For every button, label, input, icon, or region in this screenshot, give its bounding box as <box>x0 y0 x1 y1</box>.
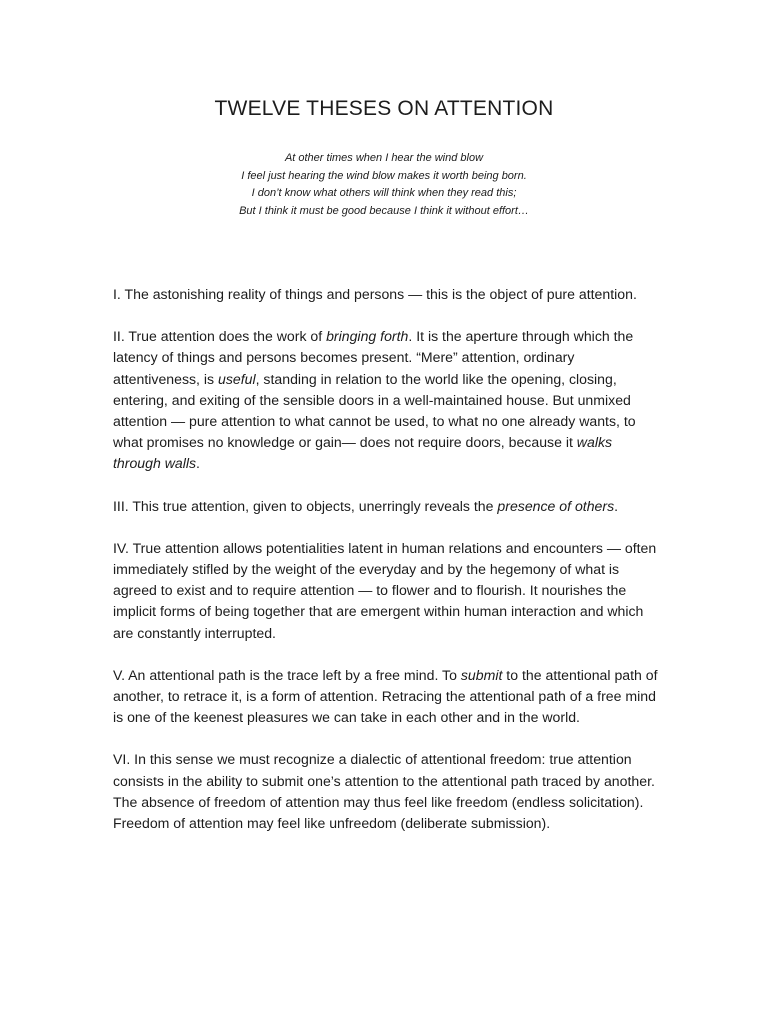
thesis-emphasis: walks through walls <box>113 434 613 472</box>
epigraph-line: At other times when I hear the wind blow <box>284 152 484 164</box>
thesis-emphasis: bringing forth <box>326 328 409 345</box>
thesis-text: to the attentional path of another, to retrace it, is a form of attention. Retracing the attentional path of a free mind is one of the keenest pleasures we can take in each other and in the world. <box>113 666 658 726</box>
thesis-text: . <box>614 497 619 514</box>
thesis-text: VI. In this sense we must recognize a dialectic of attentional freedom: true attention consists in the ability to submit one’s attention to the attentional path traced by another. The absence of freedom of attention may thus feel like freedom (endless solicitation). Freedom of attention may feel like unfreedom (deliberate submission). <box>113 751 655 832</box>
thesis-text: IV. True attention allows potentialities latent in human relations and encounters — often immediately stifled by the weight of the everyday and by the hegemony of what is agreed to exist and to require attention — to flower and to flourish. It nourishes the implicit forms of being together that are emergent within human interaction and which are constantly interrupted. <box>113 539 657 641</box>
thesis-3 <box>113 496 658 517</box>
thesis-text: , standing in relation to the world like the opening, closing, entering, and exiting of the sensible doors in a well-maintained house. But unmixed attention — pure attention to what cannot be used, to what no one already wants, to what promises no knowledge or gain— does not require doors, because it <box>113 370 636 451</box>
thesis-text: II. True attention does the work of <box>113 328 327 345</box>
thesis-6 <box>113 749 658 834</box>
epigraph-line: But I think it must be good because I think it without effort… <box>239 204 529 217</box>
thesis-5 <box>113 665 658 729</box>
theses-body <box>113 284 658 855</box>
thesis-2 <box>113 326 658 474</box>
thesis-text: . <box>196 455 200 472</box>
epigraph <box>0 150 768 220</box>
thesis-emphasis: submit <box>460 666 503 683</box>
epigraph-line: I don’t know what others will think when they read this; <box>251 187 517 200</box>
thesis-text: V. An attentional path is the trace left by a free mind. To <box>113 666 461 683</box>
thesis-text: . It is the aperture through which the latency of things and persons becomes present. “Mere” attention, ordinary attentiveness, is <box>113 328 634 387</box>
thesis-text: I. The astonishing reality of things and persons — this is the object of pure attention. <box>113 286 637 302</box>
thesis-4 <box>113 538 658 644</box>
thesis-emphasis: useful <box>217 370 256 387</box>
thesis-emphasis: presence of others <box>497 497 615 514</box>
epigraph-line: I feel just hearing the wind blow makes it worth being born. <box>241 169 527 182</box>
thesis-text: III. This true attention, given to objects, unerringly reveals the <box>113 497 498 514</box>
page-title: TWELVE THESES ON ATTENTION <box>214 97 554 120</box>
thesis-1 <box>113 284 658 305</box>
